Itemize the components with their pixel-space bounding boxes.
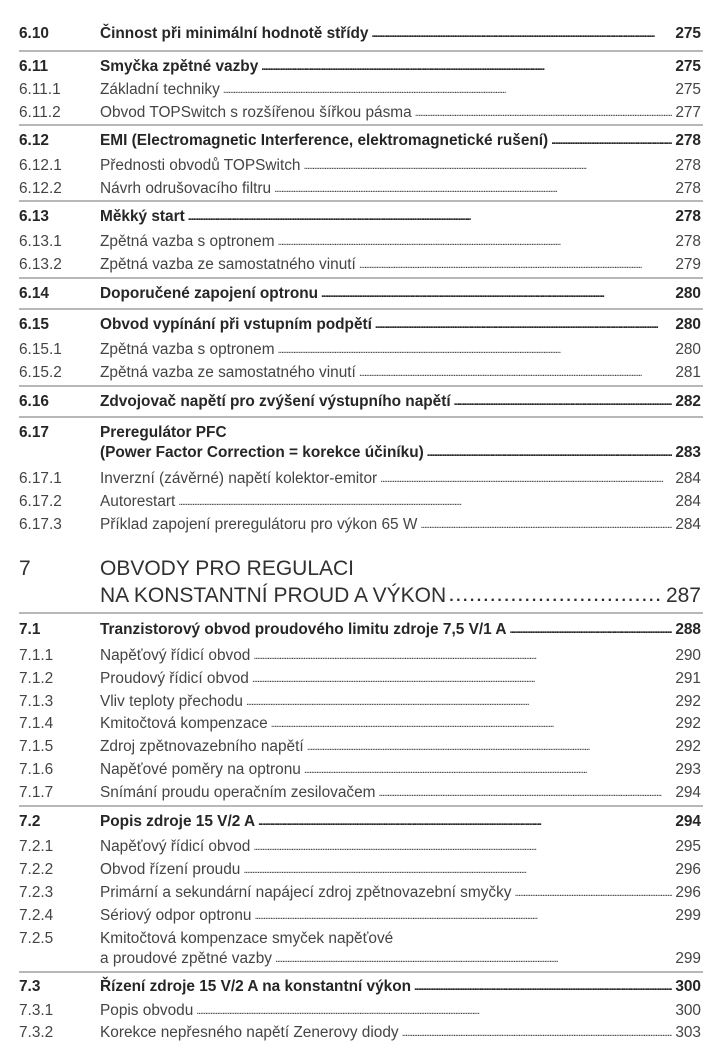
entry-number: 6.17.1 bbox=[19, 470, 62, 487]
entry-title-row bbox=[100, 949, 701, 970]
page-number: 284 bbox=[675, 516, 701, 533]
entry-number: 7.2.3 bbox=[19, 884, 54, 901]
dot-leader bbox=[243, 859, 672, 880]
entry-title-row bbox=[100, 714, 701, 735]
entry-number: 6.12.1 bbox=[19, 157, 62, 174]
entry-title-row bbox=[100, 1001, 701, 1022]
dot-leader bbox=[372, 23, 673, 44]
dot-leader bbox=[246, 691, 672, 712]
entry-number: 7.1.3 bbox=[19, 693, 54, 710]
toc-section-entry[interactable] bbox=[0, 315, 723, 335]
dot-leader bbox=[321, 283, 672, 304]
entry-title: Řízení zdroje 15 V/2 A na konstantní výkon bbox=[100, 978, 412, 995]
entry-title-row bbox=[100, 812, 701, 833]
entry-number: 7.1.6 bbox=[19, 761, 54, 778]
entry-title: Obvod vypínání při vstupním podpětí bbox=[100, 316, 372, 333]
dot-leader bbox=[278, 231, 673, 252]
page-number: 282 bbox=[675, 393, 701, 410]
entry-title-row bbox=[100, 392, 701, 413]
dot-leader bbox=[188, 206, 673, 227]
section-divider bbox=[19, 124, 703, 126]
toc-subsection-entry[interactable] bbox=[0, 646, 723, 666]
entry-title: Smyčka zpětné vazby bbox=[100, 58, 259, 75]
toc-subsection-entry[interactable] bbox=[0, 669, 723, 689]
toc-section-entry[interactable] bbox=[0, 207, 723, 227]
page-number: 293 bbox=[675, 761, 701, 778]
section-divider bbox=[19, 416, 703, 418]
toc-section-entry[interactable] bbox=[0, 392, 723, 412]
dot-leader bbox=[449, 581, 663, 610]
dot-leader bbox=[514, 882, 672, 903]
dot-leader bbox=[375, 314, 672, 335]
toc-subsection-entry[interactable] bbox=[0, 103, 723, 123]
page-number: 275 bbox=[675, 58, 701, 75]
toc-section-entry[interactable] bbox=[0, 284, 723, 304]
dot-leader bbox=[380, 468, 672, 489]
entry-title-row bbox=[100, 783, 701, 804]
dot-leader bbox=[551, 130, 672, 151]
section-divider bbox=[19, 50, 703, 52]
dot-leader bbox=[420, 514, 672, 535]
entry-title-row bbox=[100, 443, 701, 464]
page-number: 278 bbox=[675, 233, 701, 250]
toc-subsection-entry[interactable] bbox=[0, 760, 723, 780]
page-number: 292 bbox=[675, 738, 701, 755]
entry-title-row bbox=[100, 103, 701, 124]
entry-title: Napěťový řídicí obvod bbox=[100, 647, 251, 664]
page-number: 284 bbox=[675, 493, 701, 510]
page-number: 300 bbox=[675, 978, 701, 995]
toc-subsection-entry[interactable] bbox=[0, 860, 723, 880]
page-number: 278 bbox=[675, 157, 701, 174]
toc-subsection-entry[interactable] bbox=[0, 1001, 723, 1021]
entry-title-row bbox=[100, 692, 701, 713]
entry-number: 7.2.4 bbox=[19, 907, 54, 924]
section-divider bbox=[19, 385, 703, 387]
entry-number: 7.1 bbox=[19, 621, 41, 638]
entry-number: 6.11 bbox=[19, 58, 49, 75]
page-number: 277 bbox=[675, 104, 701, 121]
page-number: 275 bbox=[675, 25, 701, 42]
entry-title-row bbox=[100, 492, 701, 513]
entry-number: 7.2.1 bbox=[19, 838, 54, 855]
dot-leader bbox=[275, 948, 672, 969]
page-number: 294 bbox=[675, 784, 701, 801]
dot-leader bbox=[254, 905, 672, 926]
entry-title: Obvod řízení proudu bbox=[100, 861, 241, 878]
entry-title-row bbox=[100, 582, 701, 611]
entry-title: (Power Factor Correction = korekce účiníku) bbox=[100, 444, 424, 461]
page-number: 281 bbox=[675, 364, 701, 381]
dot-leader bbox=[258, 811, 672, 832]
entry-title-row bbox=[100, 255, 701, 276]
entry-title-row bbox=[100, 179, 701, 200]
entry-title: Tranzistorový obvod proudového limitu zdroje 7,5 V/1 A bbox=[100, 621, 507, 638]
entry-title: Snímání proudu operačním zesilovačem bbox=[100, 784, 376, 801]
entry-number: 7.1.5 bbox=[19, 738, 54, 755]
entry-number: 7 bbox=[19, 557, 31, 580]
entry-title-row bbox=[100, 620, 701, 641]
entry-title: Vliv teploty přechodu bbox=[100, 693, 243, 710]
entry-title-line: OBVODY PRO REGULACI bbox=[100, 557, 355, 580]
toc-subsection-entry[interactable] bbox=[0, 232, 723, 252]
entry-number: 6.13.1 bbox=[19, 233, 62, 250]
entry-title: Zpětná vazba ze samostatného vinutí bbox=[100, 256, 356, 273]
entry-title-row bbox=[100, 883, 701, 904]
entry-title: Autorestart bbox=[100, 493, 176, 510]
toc-section-entry[interactable] bbox=[0, 57, 723, 77]
entry-title: a proudové zpětné vazby bbox=[100, 950, 272, 967]
entry-number: 6.12 bbox=[19, 132, 49, 149]
entry-title: Činnost při minimální hodnotě střídy bbox=[100, 25, 369, 42]
page-number: 288 bbox=[675, 621, 701, 638]
dot-leader bbox=[307, 736, 673, 757]
entry-title: Sériový odpor optronu bbox=[100, 907, 252, 924]
page-number: 291 bbox=[675, 670, 701, 687]
entry-title-row bbox=[100, 340, 701, 361]
toc-section-entry[interactable] bbox=[0, 812, 723, 832]
entry-title-row bbox=[100, 156, 701, 177]
page-number: 279 bbox=[675, 256, 701, 273]
entry-title: Zdroj zpětnovazebního napětí bbox=[100, 738, 304, 755]
page-number: 290 bbox=[675, 647, 701, 664]
dot-leader bbox=[509, 619, 672, 640]
dot-leader bbox=[303, 155, 672, 176]
dot-leader bbox=[178, 491, 672, 512]
toc-subsection-entry[interactable] bbox=[0, 1023, 723, 1043]
entry-number: 6.13.2 bbox=[19, 256, 62, 273]
section-divider bbox=[19, 805, 703, 807]
entry-title-row bbox=[100, 131, 701, 152]
entry-title: Návrh odrušovacího filtru bbox=[100, 180, 272, 197]
dot-leader bbox=[427, 442, 673, 463]
entry-title: Inverzní (závěrné) napětí kolektor-emitor bbox=[100, 470, 378, 487]
entry-number: 6.16 bbox=[19, 393, 49, 410]
entry-number: 7.2 bbox=[19, 813, 41, 830]
page-number: 296 bbox=[675, 861, 701, 878]
toc-section-entry[interactable] bbox=[0, 977, 723, 997]
entry-title: Zpětná vazba s optronem bbox=[100, 233, 275, 250]
entry-title: Obvod TOPSwitch s rozšířenou šířkou pásma bbox=[100, 104, 412, 121]
entry-title: Zpětná vazba s optronem bbox=[100, 341, 275, 358]
page-number: 278 bbox=[675, 180, 701, 197]
toc-section-entry[interactable] bbox=[0, 620, 723, 640]
toc-subsection-entry[interactable] bbox=[0, 363, 723, 383]
page-number: 300 bbox=[675, 1002, 701, 1019]
dot-leader bbox=[253, 836, 672, 857]
entry-title-row bbox=[100, 57, 701, 78]
toc-subsection-entry[interactable] bbox=[0, 837, 723, 857]
toc-subsection-entry[interactable] bbox=[0, 515, 723, 535]
toc-subsection-entry[interactable] bbox=[0, 737, 723, 757]
entry-title-row bbox=[100, 363, 701, 384]
page-number: 295 bbox=[675, 838, 701, 855]
entry-title: Korekce nepřesného napětí Zenerovy diody bbox=[100, 1024, 399, 1041]
dot-leader bbox=[378, 782, 672, 803]
entry-title-row bbox=[100, 207, 701, 228]
entry-title: Doporučené zapojení optronu bbox=[100, 285, 319, 302]
entry-title: Příklad zapojení preregulátoru pro výkon 65 W bbox=[100, 516, 418, 533]
entry-title-row bbox=[100, 860, 701, 881]
toc-subsection-entry[interactable] bbox=[0, 340, 723, 360]
page-number: 296 bbox=[675, 884, 701, 901]
page-number: 283 bbox=[675, 444, 701, 461]
page-number: 278 bbox=[675, 208, 701, 225]
dot-leader bbox=[359, 254, 673, 275]
entry-number: 6.17.2 bbox=[19, 493, 62, 510]
toc-subsection-entry[interactable] bbox=[0, 929, 723, 969]
entry-number: 7.1.1 bbox=[19, 647, 54, 664]
entry-number: 6.13 bbox=[19, 208, 49, 225]
dot-leader bbox=[278, 339, 673, 360]
dot-leader bbox=[223, 79, 673, 100]
entry-title: Kmitočtová kompenzace bbox=[100, 715, 268, 732]
toc-section-entry[interactable] bbox=[0, 423, 723, 463]
entry-title-line: Preregulátor PFC bbox=[100, 424, 227, 441]
entry-title-line: Kmitočtová kompenzace smyček napěťové bbox=[100, 930, 394, 947]
entry-title-row bbox=[100, 737, 701, 758]
entry-title-row bbox=[100, 906, 701, 927]
dot-leader bbox=[402, 1022, 673, 1043]
entry-title: Napěťové poměry na optronu bbox=[100, 761, 301, 778]
page-number: 280 bbox=[675, 341, 701, 358]
entry-title: Proudový řídicí obvod bbox=[100, 670, 249, 687]
dot-leader bbox=[252, 668, 672, 689]
entry-title-row bbox=[100, 837, 701, 858]
entry-title: NA KONSTANTNÍ PROUD A VÝKON bbox=[100, 584, 447, 607]
entry-number: 6.15 bbox=[19, 316, 49, 333]
toc-subsection-entry[interactable] bbox=[0, 156, 723, 176]
entry-title-row bbox=[100, 515, 701, 536]
entry-title-row bbox=[100, 1023, 701, 1044]
toc-subsection-entry[interactable] bbox=[0, 179, 723, 199]
dot-leader bbox=[414, 976, 672, 997]
entry-title-row bbox=[100, 80, 701, 101]
entry-number: 6.10 bbox=[19, 25, 49, 42]
entry-number: 7.3 bbox=[19, 978, 41, 995]
toc-section-entry[interactable] bbox=[0, 24, 723, 44]
page-number: 299 bbox=[675, 907, 701, 924]
entry-number: 6.17.3 bbox=[19, 516, 62, 533]
entry-number: 6.12.2 bbox=[19, 180, 62, 197]
entry-title: EMI (Electromagnetic Interference, elektromagnetické rušení) bbox=[100, 132, 549, 149]
entry-title-row bbox=[100, 315, 701, 336]
entry-title: Měkký start bbox=[100, 208, 185, 225]
toc-subsection-entry[interactable] bbox=[0, 714, 723, 734]
section-divider bbox=[19, 200, 703, 202]
entry-number: 6.14 bbox=[19, 285, 49, 302]
entry-title: Napěťový řídicí obvod bbox=[100, 838, 251, 855]
entry-number: 7.1.7 bbox=[19, 784, 54, 801]
dot-leader bbox=[261, 56, 672, 77]
entry-title: Základní techniky bbox=[100, 81, 220, 98]
entry-number: 6.11.2 bbox=[19, 104, 61, 121]
page-number: 280 bbox=[675, 285, 701, 302]
entry-number: 6.15.2 bbox=[19, 364, 62, 381]
page-number: 294 bbox=[675, 813, 701, 830]
page-number: 292 bbox=[675, 693, 701, 710]
dot-leader bbox=[304, 759, 672, 780]
section-divider bbox=[19, 971, 703, 973]
dot-leader bbox=[274, 178, 672, 199]
toc-subsection-entry[interactable] bbox=[0, 783, 723, 803]
entry-title: Přednosti obvodů TOPSwitch bbox=[100, 157, 301, 174]
entry-title-row bbox=[100, 284, 701, 305]
dot-leader bbox=[196, 1000, 672, 1021]
dot-leader bbox=[253, 645, 672, 666]
entry-title: Popis zdroje 15 V/2 A bbox=[100, 813, 256, 830]
entry-title-row bbox=[100, 24, 701, 45]
toc-subsection-entry[interactable] bbox=[0, 255, 723, 275]
entry-title: Zpětná vazba ze samostatného vinutí bbox=[100, 364, 356, 381]
toc-section-entry[interactable] bbox=[0, 131, 723, 151]
entry-number: 7.3.1 bbox=[19, 1002, 54, 1019]
toc-subsection-entry[interactable] bbox=[0, 492, 723, 512]
toc-subsection-entry[interactable] bbox=[0, 692, 723, 712]
page-number: 278 bbox=[675, 132, 701, 149]
toc-subsection-entry[interactable] bbox=[0, 883, 723, 903]
entry-title-row bbox=[100, 469, 701, 490]
entry-title: Primární a sekundární napájecí zdroj zpětnovazební smyčky bbox=[100, 884, 512, 901]
entry-number: 7.3.2 bbox=[19, 1024, 54, 1041]
dot-leader bbox=[271, 713, 673, 734]
page-number: 292 bbox=[675, 715, 701, 732]
entry-number: 6.17 bbox=[19, 424, 49, 441]
dot-leader bbox=[359, 362, 673, 383]
entry-title-row bbox=[100, 646, 701, 667]
page-number: 287 bbox=[665, 584, 701, 607]
toc-subsection-entry[interactable] bbox=[0, 80, 723, 100]
entry-number: 6.11.1 bbox=[19, 81, 61, 98]
entry-title: Zdvojovač napětí pro zvýšení výstupního napětí bbox=[100, 393, 451, 410]
entry-number: 7.1.4 bbox=[19, 715, 54, 732]
toc-chapter-entry[interactable] bbox=[0, 555, 723, 609]
entry-title-row bbox=[100, 760, 701, 781]
section-divider bbox=[19, 612, 703, 614]
entry-title: Popis obvodu bbox=[100, 1002, 194, 1019]
section-divider bbox=[19, 308, 703, 310]
page-number: 303 bbox=[675, 1024, 701, 1041]
dot-leader bbox=[415, 102, 673, 123]
page-number: 284 bbox=[675, 470, 701, 487]
entry-number: 7.2.2 bbox=[19, 861, 54, 878]
entry-title-row bbox=[100, 232, 701, 253]
toc-subsection-entry[interactable] bbox=[0, 906, 723, 926]
entry-number: 7.2.5 bbox=[19, 930, 54, 947]
toc-subsection-entry[interactable] bbox=[0, 469, 723, 489]
entry-number: 7.1.2 bbox=[19, 670, 54, 687]
entry-title-row bbox=[100, 669, 701, 690]
dot-leader bbox=[454, 391, 673, 412]
page-number: 299 bbox=[675, 950, 701, 967]
page-number: 275 bbox=[675, 81, 701, 98]
page-number: 280 bbox=[675, 316, 701, 333]
entry-title-row bbox=[100, 977, 701, 998]
section-divider bbox=[19, 277, 703, 279]
entry-number: 6.15.1 bbox=[19, 341, 62, 358]
